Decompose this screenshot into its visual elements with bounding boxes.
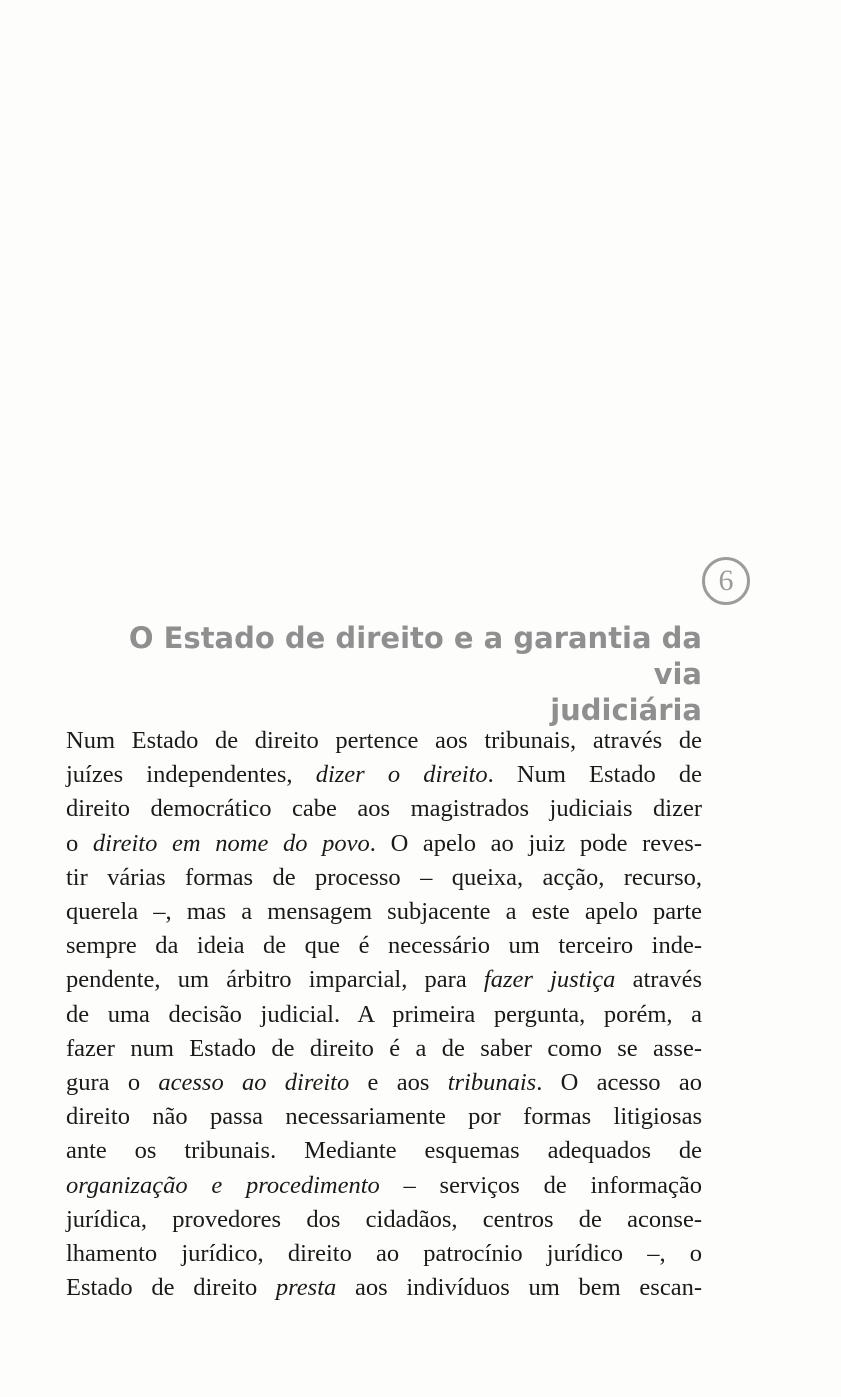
body-line	[66, 963, 702, 997]
italic-phrase: fazer justiça	[483, 966, 616, 994]
text-run: sempre da ideia de que é necessário um terceiro inde-	[66, 932, 702, 960]
text-run: . O acesso ao	[536, 1069, 702, 1097]
text-run: querela –, mas a mensagem subjacente a este apelo parte	[66, 898, 702, 926]
text-run: jurídica, provedores dos cidadãos, centros de aconse-	[66, 1205, 702, 1233]
text-run: . O apelo ao juiz pode reves-	[369, 829, 702, 857]
text-run: pendente, um árbitro imparcial, para	[66, 966, 484, 994]
body-line	[66, 792, 702, 826]
text-run: juízes independentes,	[66, 761, 316, 789]
body-line	[66, 1203, 702, 1237]
text-run: . Num Estado de	[487, 761, 703, 789]
italic-phrase: direito em nome do povo	[92, 829, 370, 857]
italic-phrase: presta	[275, 1274, 337, 1302]
body-line	[66, 1032, 702, 1066]
italic-phrase: dizer o direito	[315, 761, 488, 789]
text-run: fazer num Estado de direito é a de saber como se asse-	[66, 1034, 702, 1062]
italic-phrase: acesso ao direito	[158, 1069, 350, 1097]
chapter-number-badge	[702, 557, 750, 605]
chapter-title	[110, 620, 702, 728]
italic-phrase: tribunais	[447, 1069, 537, 1097]
body-line	[66, 861, 702, 895]
text-run: Estado de direito	[66, 1274, 276, 1302]
body-line	[66, 929, 702, 963]
text-run: lhamento jurídico, direito ao patrocínio jurídico –, o	[66, 1240, 702, 1268]
text-run: aos indivíduos um bem escan-	[336, 1274, 702, 1302]
text-run: – serviços de informação	[379, 1171, 702, 1199]
text-run: direito democrático cabe aos magistrados judiciais dizer	[66, 795, 702, 823]
text-run: direito não passa necessariamente por formas litigiosas	[66, 1103, 702, 1131]
body-line	[66, 998, 702, 1032]
chapter-number: 6	[718, 564, 734, 597]
body-line	[66, 758, 702, 792]
body-line	[66, 724, 702, 758]
text-run: o	[66, 829, 93, 857]
body-line	[66, 827, 702, 861]
body-line	[66, 895, 702, 929]
body-line	[66, 1100, 702, 1134]
text-run: e aos	[349, 1069, 448, 1097]
body-line	[66, 1169, 702, 1203]
body-paragraph	[66, 724, 702, 1305]
chapter-title-line-1: O Estado de direito e a garantia da via	[128, 621, 702, 691]
text-run: tir várias formas de processo – queixa, acção, recurso,	[66, 863, 702, 891]
italic-phrase: organização e procedimento	[66, 1171, 380, 1199]
body-line	[66, 1237, 702, 1271]
text-run: através	[615, 966, 702, 994]
body-line	[66, 1134, 702, 1168]
chapter-title-line-2: judiciária	[550, 693, 702, 727]
text-run: Num Estado de direito pertence aos tribunais, através de	[66, 727, 702, 754]
body-line	[66, 1066, 702, 1100]
body-line	[66, 1271, 702, 1305]
text-run: gura o	[66, 1069, 159, 1097]
text-run: de uma decisão judicial. A primeira pergunta, porém, a	[66, 1000, 702, 1028]
text-run: ante os tribunais. Mediante esquemas adequados de	[66, 1137, 702, 1165]
